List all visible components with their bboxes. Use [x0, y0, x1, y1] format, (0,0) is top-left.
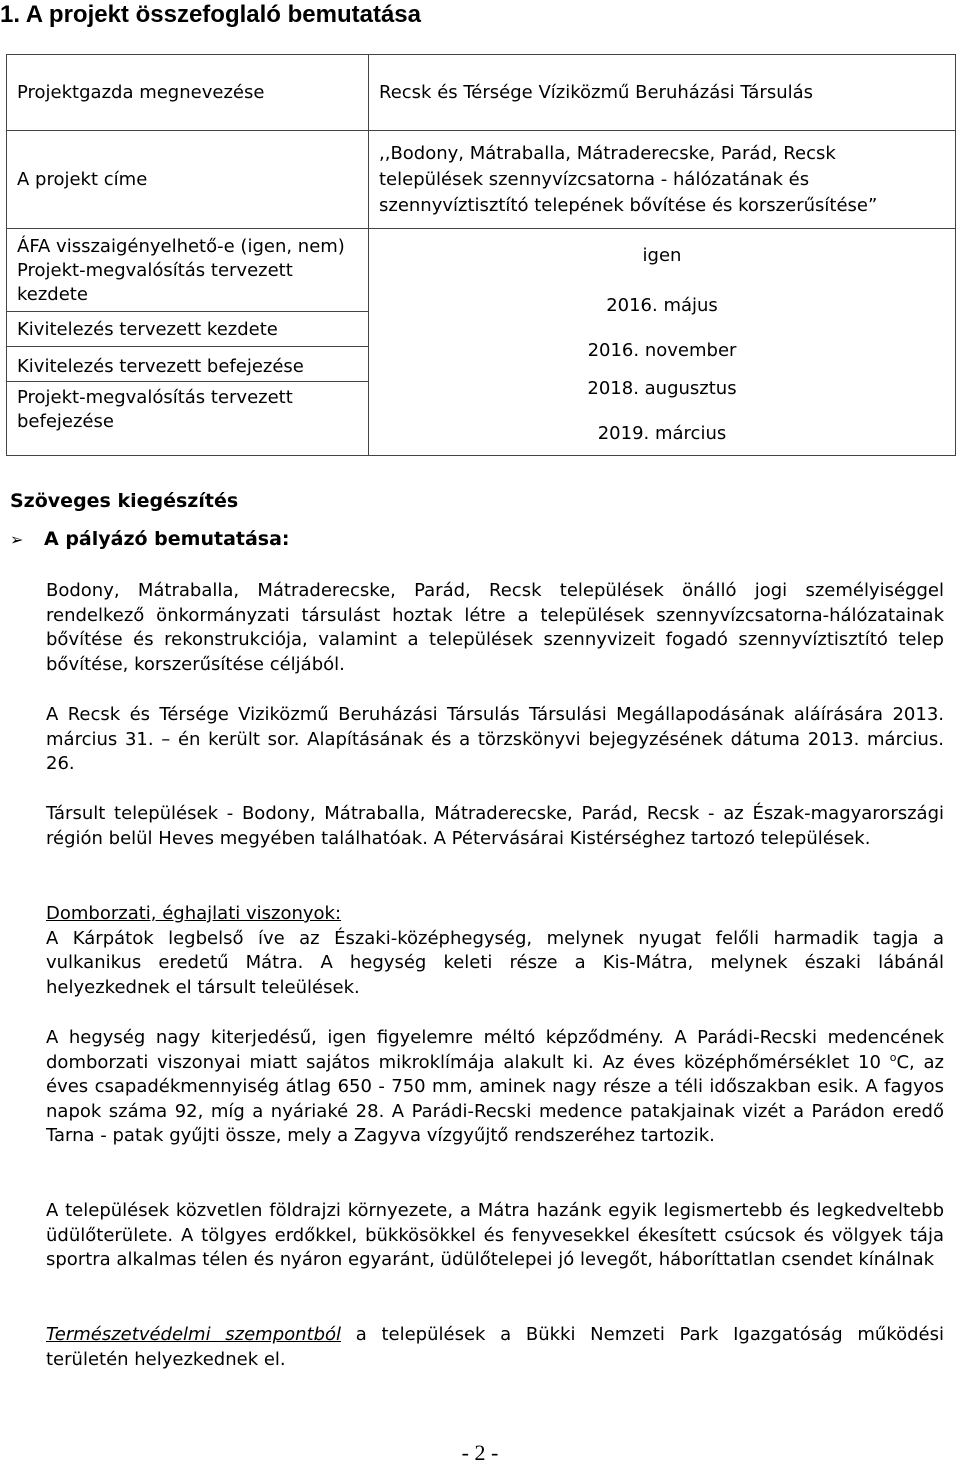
bullet-item — [10, 528, 290, 550]
table-value: Recsk és Térsége Víziközmű Beruházási Társulás — [369, 55, 956, 131]
paragraph — [46, 703, 944, 777]
paragraph-text: Társult települések - Bodony, Mátraballa, Mátraderecske, Parád, Recsk - az Észak-magyarországi régión belül Heves megyében találhatóak. A Pétervásárai Kistérséghez tartozó települések. — [46, 803, 944, 849]
table-label: A projekt címe — [7, 131, 369, 229]
paragraph-text: C, az éves csapadékmennyiség átlag 650 - 750 mm, aminek nagy része a téli időszakban esik. A fagyos napok száma 92, míg a nyáriaké 28. A Parádi-Recski medence patakjainak vizét a Parádon eredő Tarna - patak gyűjti össze, mely a Zagyva vízgyűjtő rendszeréhez tartozik. — [46, 1051, 944, 1146]
subsection-title: Szöveges kiegészítés — [10, 490, 239, 512]
table-label: Kivitelezés tervezett befejezése — [7, 346, 368, 381]
table-label-stack — [7, 229, 369, 456]
paragraph — [46, 902, 944, 1000]
paragraph — [46, 1323, 944, 1372]
section-heading: 1. A projekt összefoglaló bemutatása — [0, 1, 421, 28]
paragraph-text: Bodony, Mátraballa, Mátraderecske, Parád, Recsk települések önálló jogi személyiséggel rendelkező önkormányzati társulást hoztak létre a települések szennyvízcsatorna-hálózatainak bővítése és rekonstrukciója, valamint a települések szennyvizeit fogadó szennyvíztisztító telep bővítése, korszerűsítése céljából. — [46, 580, 944, 675]
dates-cell — [369, 229, 956, 456]
date-value: 2016. május — [606, 295, 718, 316]
emphasis-text: Természetvédelmi szempontból — [46, 1324, 342, 1345]
paragraph — [46, 802, 944, 851]
vat-value: igen — [642, 245, 682, 266]
date-value: 2019. március — [597, 423, 727, 444]
table-row — [7, 131, 956, 229]
bullet-title: A pályázó bemutatása: — [44, 528, 290, 550]
table-row — [7, 229, 956, 456]
degree-sup: o — [889, 1050, 897, 1064]
table-label: Projekt-megvalósítás tervezett befejezése — [7, 381, 368, 434]
table-label: Projektgazda megnevezése — [7, 55, 369, 131]
table-value: ,,Bodony, Mátraballa, Mátraderecske, Parád, Recsk települések szennyvízcsatorna - hálózatának és szennyvíztisztító telepének bővítése és korszerűsítése” — [369, 131, 956, 229]
table-label: Kivitelezés tervezett kezdete — [7, 311, 368, 346]
paragraph-text: a települések a Bükki Nemzeti Park Igazgatóság működési területén helyezkednek el. — [46, 1324, 944, 1370]
paragraph-text: A települések közvetlen földrajzi környezete, a Mátra hazánk egyik legismertebb és legkedveltebb üdülőterülete. A tölgyes erdőkkel, bükkösökkel és fenyvesekkel ékesített csúcsok és völgyek tája sportra alkalmas télen és nyáron egyaránt, üdülőtelepei jó levegőt, háboríttatlan csendet kínálnak — [46, 1200, 944, 1270]
paragraph-heading: Domborzati, éghajlati viszonyok: — [46, 903, 342, 924]
paragraph-text: A Kárpátok legbelső íve az Északi-középhegység, melynek nyugat felőli harmadik tagja a vulkanikus eredetű Mátra. A hegység keleti része a Kis-Mátra, melynek északi lábánál helyezkednek el társult teleülések. — [46, 927, 944, 998]
table-label: Projekt-megvalósítás tervezett kezdete — [17, 260, 293, 305]
arrow-bullet-icon: ➢ — [10, 530, 24, 549]
paragraph-text: A hegység nagy kiterjedésű, igen figyelemre méltó képződmény. A Parádi-Recski medencének domborzati viszonyai miatt sajátos mikroklímája alakult ki. Az éves középhőmérséklet 10 — [46, 1027, 944, 1073]
paragraph — [46, 579, 944, 677]
page-number: - 2 - — [461, 1440, 499, 1465]
dates-column — [369, 229, 955, 455]
date-value: 2018. augusztus — [587, 378, 737, 399]
table-label: ÁFA visszaigényelhető-e (igen, nem) — [17, 236, 345, 257]
table-row — [7, 55, 956, 131]
project-summary-table — [6, 54, 956, 456]
paragraph-text: A Recsk és Térsége Viziközmű Beruházási Társulás Társulási Megállapodásának aláírására 2013. március 31. – én került sor. Alapításának és a törzskönyvi bejegyzésének dátuma 2013. március. 26. — [46, 704, 944, 774]
paragraph — [46, 1026, 944, 1149]
paragraph — [46, 1199, 944, 1273]
date-value: 2016. november — [587, 340, 737, 361]
